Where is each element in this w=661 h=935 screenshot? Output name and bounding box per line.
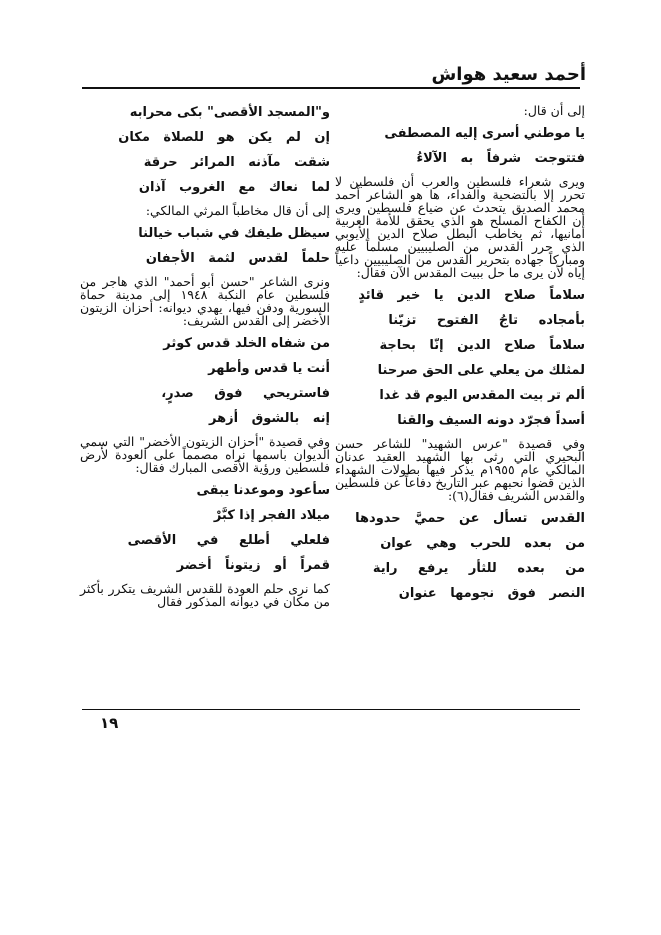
prose-paragraph: إلى أن قال: — [523, 103, 585, 118]
verse-line: فلعلي أطلع في الأقصى — [127, 533, 330, 548]
verse-line: من شفاه الخلد قدس كوثر — [163, 336, 330, 351]
verse-line: فتتوجت شرفاً به الآلاءُ — [416, 151, 585, 166]
verse-line: لما نعاك مع الغروب آذان — [138, 180, 330, 195]
verse-line: قمراً أو زيتوناً أخضر — [176, 558, 330, 573]
verse-line: بأمجاده تاجُ الفتوح تزيّنا — [388, 313, 585, 328]
verse-line: شقت مآذنه المرائر حرقة — [143, 155, 330, 170]
header-divider — [82, 87, 580, 89]
verse-line: إن لم يكن هو للصلاة مكان — [118, 130, 330, 145]
verse-line: لمثلك من يعلي على الحق صرحنا — [377, 363, 585, 378]
verse-line: القدس تسأل عن حميَّ حدودها — [355, 511, 585, 526]
running-header-author: أحمد سعيد هواش — [431, 64, 586, 85]
prose-paragraph: وفي قصيدة "عرس الشهيد" للشاعر حسن البحيري التي رثى بها الشهيد العقيد عدنان المالكي عام ١٩٥٥م يذكر فيها بطولات الشهداء الذين قضوا نحبهم عبر التاريخ دفاعاً عن فلسطين والقدس الشريف فقال(٦): — [335, 436, 585, 503]
prose-paragraph: ويرى شعراء فلسطين والعرب أن فلسطين لا تحرر إلا بالتضحية والفداء، ها هو الشاعر أحمد محمد الصديق يتحدث عن ضياع فلسطين ويرى أن الكفاح المسلح هو الذي يحقق للأمة العربية أمانيها، ثم يخاطب البطل صلاح الدين الأيوبي الذي حرر القدس من الصليبيين مسلماً عليه ومباركاً جهاده بتحرير القدس من الصليبيين داعياً إياه لأن يرى ما حل ببيت المقدس الآن فقال: — [335, 174, 585, 280]
verse-line: سلاماً صلاح الدين يا خير قائدٍ — [358, 288, 585, 303]
verse-line: أنت يا قدس وأطهر — [208, 361, 330, 376]
verse-line: إنه بالشوق أزهر — [209, 411, 330, 426]
verse-line: و"المسجد الأقصى" بكى محرابه — [129, 105, 330, 120]
verse-line: سيظل طيفك في شباب خيالنا — [138, 226, 330, 241]
verse-line: سلاماً صلاح الدين إنّا بحاجة — [379, 338, 585, 353]
verse-line: حلماً لقدس لثمة الأجفان — [145, 251, 330, 266]
right-column — [335, 104, 585, 610]
verse-line: أسداً فجرّد دونه السيف والقنا — [397, 413, 585, 428]
page-number: ١٩ — [100, 714, 119, 732]
verse-line: يا موطني أسرى إليه المصطفى — [384, 126, 585, 141]
left-column — [80, 104, 330, 616]
verse-line: سأعود وموعدنا يبقى — [196, 483, 330, 498]
prose-paragraph: وفي قصيدة "أحزان الزيتون الأخضر" التي سمي الديوان باسمها نراه مصمماً على العودة لأرض فلسطين ورؤية الأقصى المبارك فقال: — [80, 434, 330, 475]
prose-paragraph: كما نرى حلم العودة للقدس الشريف يتكرر بأكثر من مكان في ديوانه المذكور فقال — [80, 581, 330, 609]
verse-line: ألم تر بيت المقدس اليوم قد غدا — [379, 388, 585, 403]
verse-line: النصر فوق نجومها عنوان — [398, 586, 585, 601]
prose-paragraph: ونرى الشاعر "حسن أبو أحمد" الذي هاجر من فلسطين عام النكبة ١٩٤٨ إلى مدينة حماة السورية ودفن فيها، يهدي ديوانه: أحزان الزيتون الأخضر إلى القدس الشريف: — [80, 274, 330, 328]
footer-divider — [82, 709, 580, 710]
verse-line: من بعده للثأر يرفع راية — [372, 561, 585, 576]
prose-paragraph: إلى أن قال مخاطباً المرثي المالكي: — [145, 203, 330, 218]
verse-line: فاستريحي فوق صدرٍ، — [161, 386, 330, 401]
verse-line: ميلاد الفجر إذا كبَّرْ — [213, 508, 330, 523]
verse-line: من بعده للحرب وهي عوان — [380, 536, 585, 551]
